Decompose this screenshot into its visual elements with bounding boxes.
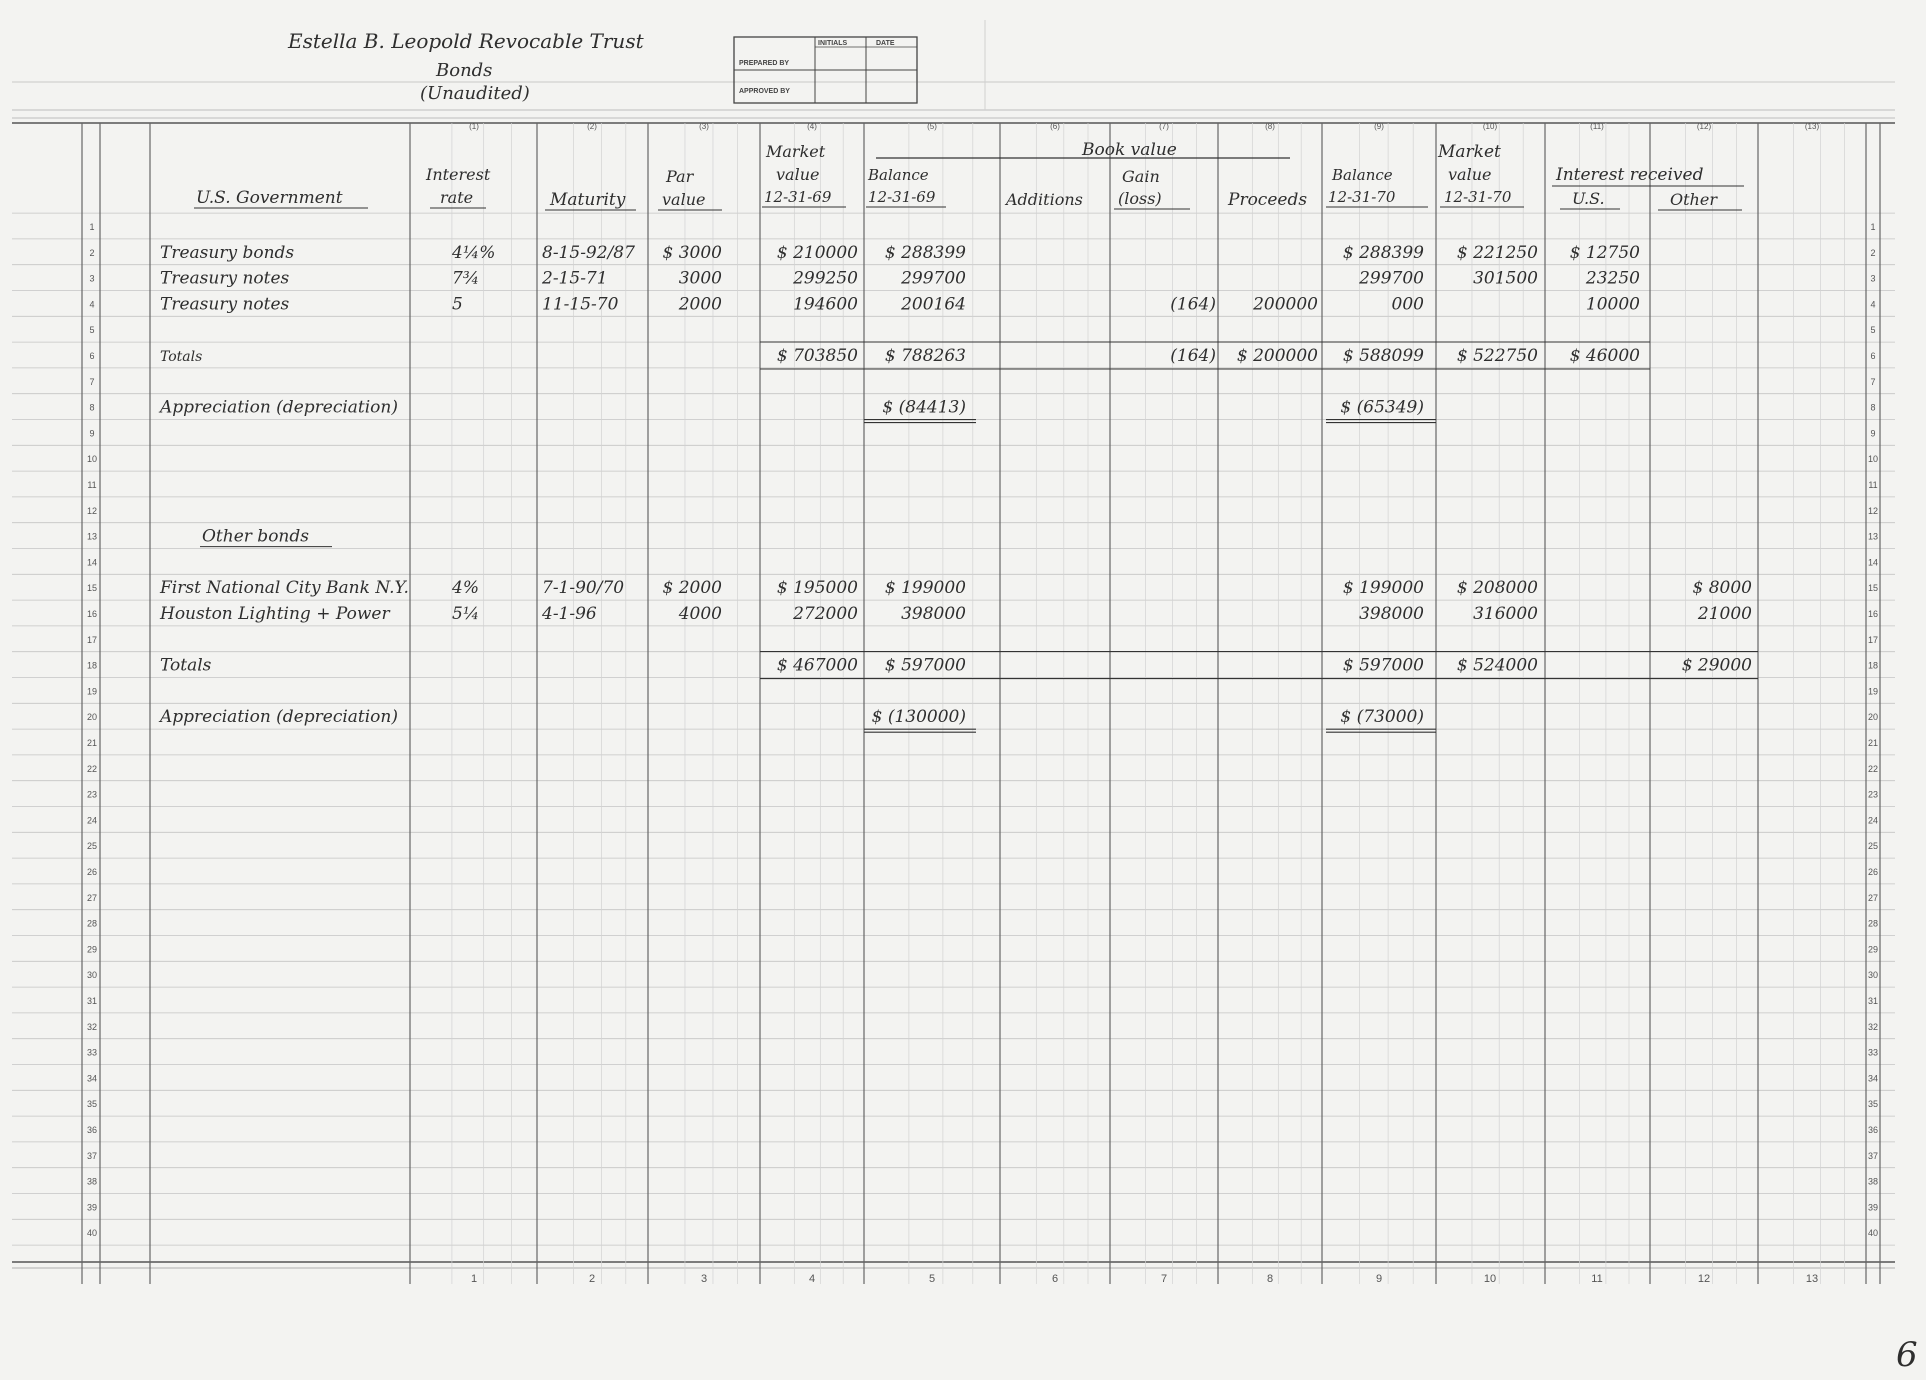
balance-69: $ 199000 bbox=[884, 578, 966, 599]
line-number-left: 33 bbox=[86, 1047, 98, 1058]
line-number-right: 34 bbox=[1867, 1073, 1879, 1084]
total-balance-69: $ 597000 bbox=[884, 655, 966, 676]
line-number-right: 4 bbox=[1870, 299, 1876, 310]
appreciation-label: Appreciation (depreciation) bbox=[160, 707, 398, 728]
bond-name: First National City Bank N.Y. bbox=[160, 578, 409, 599]
line-number-right: 25 bbox=[1867, 841, 1879, 852]
line-number-right: 26 bbox=[1867, 867, 1879, 877]
column-number-top: (13) bbox=[1804, 122, 1820, 131]
line-number-left: 18 bbox=[86, 660, 98, 671]
column-number-bottom: 11 bbox=[1591, 1273, 1603, 1285]
line-number-right: 30 bbox=[1867, 970, 1879, 981]
header-us: U.S. bbox=[1572, 189, 1605, 208]
approved-by-label: APPROVED BY bbox=[739, 88, 790, 95]
header-additions: Additions bbox=[1006, 190, 1083, 209]
column-number-top: (8) bbox=[1265, 122, 1275, 131]
interest-rate: 7¾ bbox=[452, 268, 480, 289]
column-number-bottom: 4 bbox=[808, 1273, 816, 1285]
line-number-left: 37 bbox=[86, 1150, 98, 1161]
header-par: Par bbox=[666, 167, 694, 186]
totals-label: Totals bbox=[160, 349, 203, 365]
header-book-value: Book value bbox=[1082, 140, 1177, 160]
header-mv-date-70: 12-31-70 bbox=[1444, 188, 1512, 206]
line-number-left: 2 bbox=[89, 247, 95, 258]
market-value-69: $ 210000 bbox=[776, 242, 858, 263]
line-number-right: 8 bbox=[1870, 402, 1876, 413]
par-value: 3000 bbox=[678, 268, 722, 289]
line-number-right: 1 bbox=[1870, 222, 1876, 232]
line-number-left: 26 bbox=[86, 867, 98, 877]
total-market-value-69: $ 703850 bbox=[776, 346, 858, 366]
line-number-left: 29 bbox=[86, 944, 98, 955]
balance-70: 398000 bbox=[1359, 604, 1424, 624]
title-line-1: Estella B. Leopold Revocable Trust bbox=[288, 29, 644, 53]
totals-label: Totals bbox=[160, 655, 212, 676]
line-number-left: 3 bbox=[89, 273, 95, 284]
column-number-top: (1) bbox=[469, 122, 479, 131]
balance-70: $ 199000 bbox=[1342, 578, 1424, 599]
par-value: $ 3000 bbox=[662, 242, 722, 263]
balance-70: 000 bbox=[1391, 294, 1424, 315]
total-interest-other: $ 29000 bbox=[1681, 655, 1752, 676]
appreciation-69: $ (84413) bbox=[882, 397, 966, 418]
column-number-bottom: 2 bbox=[588, 1273, 596, 1285]
total-market-value-70: $ 522750 bbox=[1456, 346, 1538, 366]
balance-69: $ 288399 bbox=[884, 242, 966, 263]
market-value-69: 194600 bbox=[793, 294, 858, 315]
line-number-right: 32 bbox=[1867, 1021, 1879, 1032]
line-number-left: 27 bbox=[86, 892, 98, 903]
line-number-right: 13 bbox=[1867, 531, 1879, 542]
line-number-right: 38 bbox=[1867, 1176, 1879, 1187]
market-value-69: 299250 bbox=[793, 268, 858, 289]
column-number-top: (5) bbox=[927, 122, 937, 131]
line-number-right: 17 bbox=[1867, 634, 1879, 645]
line-number-right: 9 bbox=[1870, 428, 1876, 439]
line-number-right: 39 bbox=[1867, 1202, 1879, 1213]
header-market: Market bbox=[766, 142, 826, 161]
line-number-right: 35 bbox=[1867, 1099, 1879, 1110]
header-mv70-value: value bbox=[1448, 165, 1492, 184]
column-number-bottom: 5 bbox=[928, 1273, 936, 1285]
bond-name: Treasury bonds bbox=[160, 242, 295, 263]
line-number-left: 19 bbox=[86, 686, 98, 697]
total-market-value-70: $ 524000 bbox=[1456, 655, 1538, 676]
header-interest-received: Interest received bbox=[1556, 165, 1704, 185]
gain-loss: (164) bbox=[1170, 294, 1216, 315]
maturity-date: 2-15-71 bbox=[542, 268, 608, 289]
bond-name: Treasury notes bbox=[160, 294, 290, 315]
title-line-2: Bonds bbox=[436, 60, 493, 81]
line-number-left: 6 bbox=[89, 351, 95, 361]
prepared-by-label: PREPARED BY bbox=[739, 60, 790, 67]
bond-name: Houston Lighting + Power bbox=[160, 604, 390, 624]
header-market-70: Market bbox=[1438, 142, 1501, 162]
total-balance-70: $ 588099 bbox=[1342, 346, 1424, 366]
line-number-left: 4 bbox=[89, 299, 95, 310]
column-number-bottom: 3 bbox=[700, 1273, 708, 1285]
header-balance-69: Balance bbox=[868, 166, 929, 184]
appreciation-label: Appreciation (depreciation) bbox=[160, 397, 398, 418]
par-value: 4000 bbox=[678, 604, 722, 624]
line-number-left: 9 bbox=[89, 428, 95, 439]
maturity-date: 11-15-70 bbox=[542, 294, 619, 315]
line-number-right: 15 bbox=[1867, 583, 1879, 594]
line-number-left: 36 bbox=[86, 1125, 98, 1135]
line-number-left: 1 bbox=[89, 222, 95, 232]
line-number-left: 31 bbox=[86, 996, 98, 1006]
appreciation-70: $ (65349) bbox=[1340, 397, 1424, 418]
header-balance-70-date: 12-31-70 bbox=[1328, 188, 1396, 206]
market-value-69: $ 195000 bbox=[776, 578, 858, 599]
total-balance-69: $ 788263 bbox=[884, 346, 966, 366]
line-number-right: 6 bbox=[1870, 351, 1876, 361]
line-number-left: 30 bbox=[86, 970, 98, 981]
interest-other: 21000 bbox=[1697, 604, 1752, 624]
interest-rate: 4% bbox=[452, 578, 479, 599]
line-number-left: 17 bbox=[86, 634, 98, 645]
header-proceeds: Proceeds bbox=[1228, 190, 1308, 210]
maturity-date: 8-15-92/87 bbox=[542, 242, 635, 263]
header-rate: rate bbox=[440, 188, 474, 207]
line-number-right: 12 bbox=[1867, 505, 1879, 516]
bond-name: Treasury notes bbox=[160, 268, 290, 289]
section-us-government: U.S. Government bbox=[196, 188, 343, 208]
line-number-right: 19 bbox=[1867, 686, 1879, 697]
header-balance-70: Balance bbox=[1332, 166, 1393, 184]
line-number-right: 16 bbox=[1867, 609, 1879, 619]
balance-69: 200164 bbox=[901, 294, 966, 315]
appreciation-69: $ (130000) bbox=[871, 707, 966, 728]
column-number-top: (9) bbox=[1374, 122, 1384, 131]
line-number-left: 21 bbox=[86, 738, 98, 748]
line-number-left: 10 bbox=[86, 454, 98, 465]
line-number-right: 20 bbox=[1867, 712, 1879, 723]
header-gain: Gain bbox=[1122, 167, 1160, 186]
proceeds: 200000 bbox=[1253, 294, 1318, 315]
line-number-right: 29 bbox=[1867, 944, 1879, 955]
market-value-69: 272000 bbox=[793, 604, 858, 624]
line-number-right: 3 bbox=[1870, 273, 1876, 284]
line-number-left: 23 bbox=[86, 789, 98, 800]
total-market-value-69: $ 467000 bbox=[776, 655, 858, 676]
line-number-left: 12 bbox=[86, 505, 98, 516]
total-balance-70: $ 597000 bbox=[1342, 655, 1424, 676]
column-number-top: (4) bbox=[807, 122, 817, 131]
line-number-left: 20 bbox=[86, 712, 98, 723]
market-value-70: 301500 bbox=[1473, 268, 1538, 289]
column-number-bottom: 13 bbox=[1805, 1273, 1819, 1285]
column-number-top: (2) bbox=[587, 122, 597, 131]
line-number-left: 8 bbox=[89, 402, 95, 413]
line-number-left: 35 bbox=[86, 1099, 98, 1110]
header-mv-value: value bbox=[776, 165, 820, 184]
interest-rate: 5 bbox=[452, 294, 463, 315]
interest-other: $ 8000 bbox=[1692, 578, 1752, 599]
column-number-top: (6) bbox=[1050, 122, 1060, 131]
line-number-right: 7 bbox=[1870, 376, 1876, 387]
page-number: 6 bbox=[1896, 1335, 1918, 1375]
column-number-bottom: 12 bbox=[1697, 1273, 1711, 1285]
balance-69: 299700 bbox=[901, 268, 966, 289]
column-number-bottom: 10 bbox=[1483, 1273, 1497, 1285]
interest-us: $ 12750 bbox=[1569, 242, 1640, 263]
par-value: $ 2000 bbox=[662, 578, 722, 599]
column-number-top: (10) bbox=[1482, 122, 1498, 131]
header-other: Other bbox=[1670, 190, 1717, 209]
maturity-date: 7-1-90/70 bbox=[542, 578, 625, 599]
line-number-left: 34 bbox=[86, 1073, 98, 1084]
line-number-right: 5 bbox=[1870, 325, 1876, 336]
line-number-right: 21 bbox=[1867, 738, 1879, 748]
total-proceeds: $ 200000 bbox=[1236, 346, 1318, 366]
line-number-left: 39 bbox=[86, 1202, 98, 1213]
total-interest-us: $ 46000 bbox=[1569, 346, 1640, 366]
interest-rate: 4¼% bbox=[452, 242, 496, 263]
interest-us: 10000 bbox=[1585, 294, 1640, 315]
line-number-right: 10 bbox=[1867, 454, 1879, 465]
header-maturity: Maturity bbox=[550, 190, 626, 210]
line-number-right: 33 bbox=[1867, 1047, 1879, 1058]
market-value-70: $ 221250 bbox=[1456, 242, 1538, 263]
column-number-top: (12) bbox=[1696, 122, 1712, 131]
line-number-right: 31 bbox=[1867, 996, 1879, 1006]
line-number-left: 24 bbox=[86, 815, 98, 826]
line-number-right: 11 bbox=[1868, 480, 1878, 490]
header-balance-69-date: 12-31-69 bbox=[868, 188, 936, 206]
column-number-bottom: 1 bbox=[470, 1273, 478, 1285]
column-number-bottom: 7 bbox=[1160, 1273, 1168, 1285]
line-number-left: 25 bbox=[86, 841, 98, 852]
line-number-right: 14 bbox=[1867, 557, 1879, 568]
line-number-left: 32 bbox=[86, 1021, 98, 1032]
line-number-left: 15 bbox=[86, 583, 98, 594]
line-number-left: 11 bbox=[87, 480, 97, 490]
interest-rate: 5¼ bbox=[452, 604, 480, 624]
line-number-right: 40 bbox=[1867, 1228, 1879, 1239]
line-number-right: 28 bbox=[1867, 918, 1879, 929]
initials-label: INITIALS bbox=[818, 40, 848, 47]
line-number-left: 28 bbox=[86, 918, 98, 929]
header-value: value bbox=[662, 190, 706, 209]
line-number-right: 18 bbox=[1867, 660, 1879, 671]
column-number-top: (7) bbox=[1159, 122, 1169, 131]
line-number-left: 14 bbox=[86, 557, 98, 568]
title-line-3: (Unaudited) bbox=[420, 83, 530, 104]
line-number-left: 40 bbox=[86, 1228, 98, 1239]
line-number-left: 13 bbox=[86, 531, 98, 542]
appreciation-70: $ (73000) bbox=[1340, 707, 1424, 728]
line-number-left: 16 bbox=[86, 609, 98, 619]
line-number-left: 5 bbox=[89, 325, 95, 336]
par-value: 2000 bbox=[678, 294, 722, 315]
column-number-bottom: 9 bbox=[1375, 1273, 1383, 1285]
line-number-right: 22 bbox=[1867, 763, 1879, 774]
interest-us: 23250 bbox=[1585, 268, 1640, 289]
line-number-left: 38 bbox=[86, 1176, 98, 1187]
balance-70: 299700 bbox=[1359, 268, 1424, 289]
column-number-top: (11) bbox=[1590, 122, 1604, 131]
market-value-70: 316000 bbox=[1473, 604, 1538, 624]
maturity-date: 4-1-96 bbox=[542, 604, 597, 624]
line-number-right: 36 bbox=[1867, 1125, 1879, 1135]
column-number-bottom: 6 bbox=[1051, 1273, 1059, 1285]
header-mv-date-69: 12-31-69 bbox=[764, 188, 832, 206]
line-number-right: 37 bbox=[1867, 1150, 1879, 1161]
header-interest: Interest bbox=[426, 165, 491, 184]
market-value-70: $ 208000 bbox=[1456, 578, 1538, 599]
line-number-right: 2 bbox=[1870, 247, 1876, 258]
total-gain-loss: (164) bbox=[1170, 346, 1216, 366]
date-label: DATE bbox=[876, 40, 895, 47]
line-number-left: 22 bbox=[86, 763, 98, 774]
balance-70: $ 288399 bbox=[1342, 242, 1424, 263]
balance-69: 398000 bbox=[901, 604, 966, 624]
line-number-right: 27 bbox=[1867, 892, 1879, 903]
line-number-right: 24 bbox=[1867, 815, 1879, 826]
line-number-right: 23 bbox=[1867, 789, 1879, 800]
section-other-bonds: Other bonds bbox=[202, 526, 309, 547]
column-number-top: (3) bbox=[699, 122, 709, 131]
column-number-bottom: 8 bbox=[1266, 1273, 1274, 1285]
header-loss: (loss) bbox=[1118, 189, 1162, 208]
line-number-left: 7 bbox=[89, 376, 95, 387]
